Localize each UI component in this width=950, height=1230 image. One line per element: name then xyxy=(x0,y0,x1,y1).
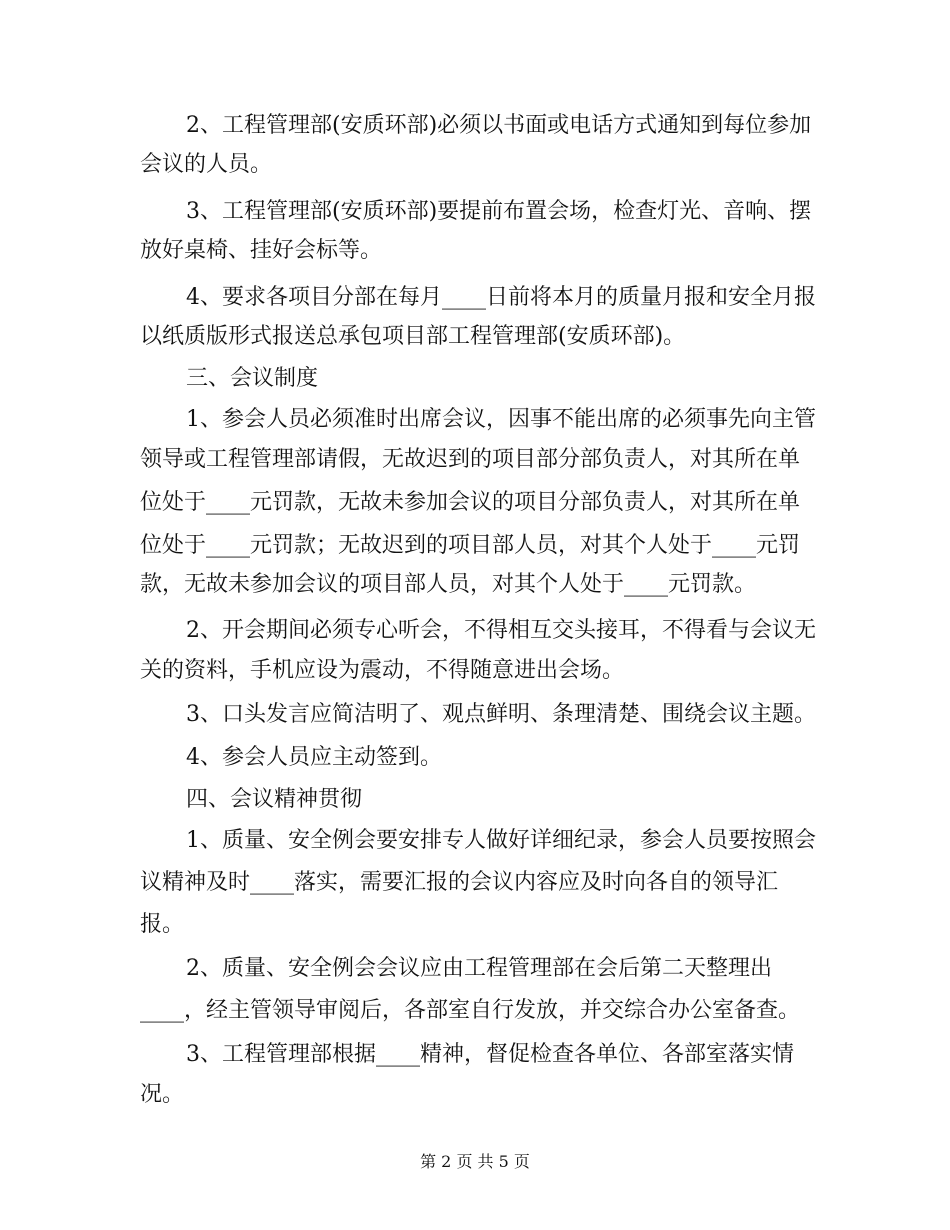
text-line: 3、工程管理部(安质环部)要提前布置会场，检查灯光、音响、摆 xyxy=(186,199,812,224)
text-line: 2、开会期间必须专心听会，不得相互交头接耳，不得看与会议无 xyxy=(186,618,816,643)
text-line: 款，无故未参加会议的项目部人员，对其个人处于____元罚款。 xyxy=(140,572,757,597)
text-line: 位处于____元罚款，无故未参加会议的项目分部负责人，对其所在单 xyxy=(140,490,801,515)
text-line: 2、工程管理部(安质环部)必须以书面或电话方式通知到每位参加 xyxy=(186,113,812,138)
section-heading: 三、会议制度 xyxy=(186,366,319,391)
text-line: 关的资料，手机应设为震动，不得随意进出会场。 xyxy=(140,658,625,683)
text-line: 位处于____元罚款；无故迟到的项目部人员，对其个人处于____元罚 xyxy=(140,533,801,558)
page-number-footer: 第 2 页 共 5 页 xyxy=(420,1152,530,1171)
text-line: 放好桌椅、挂好会标等。 xyxy=(140,238,383,263)
text-line: 4、参会人员应主动签到。 xyxy=(186,745,442,770)
text-line: 1、质量、安全例会要安排专人做好详细纪录，参会人员要按照会 xyxy=(186,828,816,853)
text-line: 领导或工程管理部请假，无故迟到的项目部分部负责人，对其所在单 xyxy=(140,447,801,472)
text-line: ____，经主管领导审阅后，各部室自行发放，并交综合办公室备查。 xyxy=(140,998,801,1023)
text-line: 2、质量、安全例会会议应由工程管理部在会后第二天整理出 xyxy=(186,956,772,981)
text-line: 4、要求各项目分部在每月____日前将本月的质量月报和安全月报 xyxy=(186,285,816,310)
text-line: 3、工程管理部根据____精神，督促检查各单位、各部室落实情 xyxy=(186,1042,794,1067)
text-line: 报。 xyxy=(140,912,185,937)
text-line: 会议的人员。 xyxy=(140,152,273,177)
section-heading: 四、会议精神贯彻 xyxy=(186,787,363,812)
text-line: 议精神及时____落实，需要汇报的会议内容应及时向各自的领导汇 xyxy=(140,870,779,895)
text-line: 1、参会人员必须准时出席会议，因事不能出席的必须事先向主管 xyxy=(186,407,816,432)
text-line: 以纸质版形式报送总承包项目部工程管理部(安质环部)。 xyxy=(140,324,686,349)
text-line: 况。 xyxy=(140,1082,185,1107)
text-line: 3、口头发言应简洁明了、观点鲜明、条理清楚、围绕会议主题。 xyxy=(186,702,816,727)
